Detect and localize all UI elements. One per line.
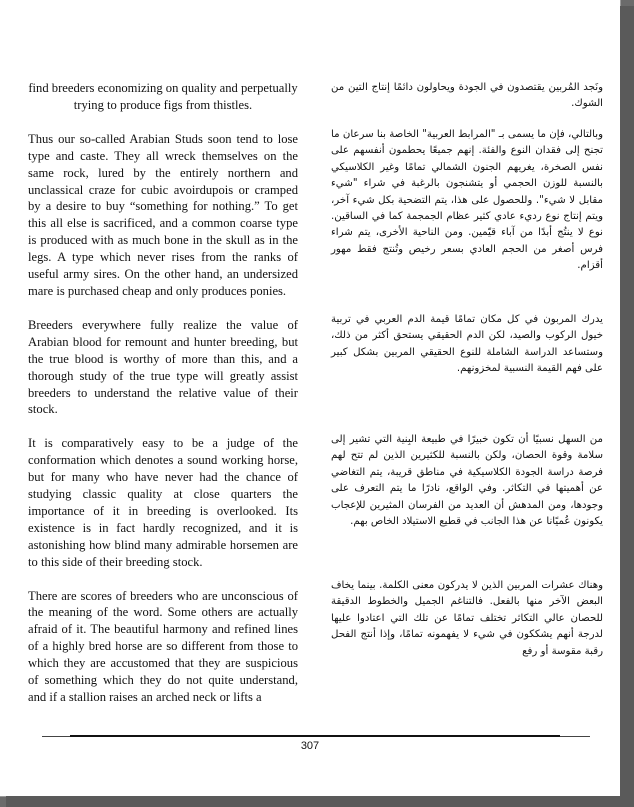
arabic-paragraph-4: من السهل نسبيًا أن تكون خبيرًا في طبيعة البِنية التي تشير إلى سلامة وقوة الحصان، ولكن بالنسبة للكثيرين الذين لم تتح لهم فرصة دراسة الجودة الكلاسيكية في مناطق قريبة، يتم التغاضي عن أهميتها في التكاثر. وفي الواقع، نادرًا ما يتم التعرف على وجودها، ومن المدهش أن العديد من الفرسان المثيرين للإعجاب يكونون عُميًانا عن هذا الجانب في قطيع الاستيلاد الخاص بهم. — [331, 434, 603, 528]
english-paragraph-5: There are scores of breeders who are unconscious of the meaning of the word. Some others are actually afraid of it. The beautiful harmony and refined lines of a highly bred horse are so different from those to which they are accustomed that they are suspicious of something which they do not quite understand, and if a stallion raises an arched neck or lifts a — [28, 588, 298, 704]
arabic-paragraph-2: وبالتالي، فإن ما يسمى بـ "المرابط العربية" الخاصة بنا سرعان ما تجنح إلى فقدان النوع والفئة. إنهم جميعًا يحطمون أنفسهم على نفس الصخرة، يغريهم الجنون الشمالي تمامًا وغير الكلاسيكي بالنسبة للوزن الحجمي أو يتشنجون بالرغبة في شراء "شيء مقابل لا شيء". وللحصول على هذا، يتم التضحية بكل شيء آخر، ويتم إنتاج نوع رديء عادي كثير عظام الجمجمة كما في الساقين. نوع لا ينتُج أبدًا من آباء قيّمين. ومن الناحية الأخرى، يتم شراء فرس أصغر من الحجم العادي بسعر رخيص وتُنتج فقط مهور أقزام. — [331, 129, 603, 272]
english-paragraph-1: find breeders economizing on quality and perpetually trying to produce figs from thistles. — [28, 81, 298, 112]
footer-rule — [70, 735, 560, 737]
footer-rule-tip-right — [560, 736, 590, 737]
arabic-paragraph-3: يدرك المربون في كل مكان تمامًا قيمة الدم العربي في تربية خيول الركوب والصيد، لكن الدم الحقيقي يستحق أكثر من ذلك، وستساعد الدراسة الشاملة للنوع الحقيقي المربين بشكل كبير على فهم القيمة النسبية لمخزونهم. — [331, 314, 603, 375]
page-shadow-right — [620, 6, 634, 807]
arabic-paragraph-5: وهناك عشرات المربين الذين لا يدركون معنى الكلمة. بينما يخاف البعض الآخر منها بالفعل. فالتناغم الجميل والخطوط الدقيقة للحصان عالي التكاثر تختلف تمامًا عن تلك التي اعتادوا عليها لدرجة أنهم يشككون في شيء لا يفهمونه تمامًا، وإذا أنتج الفحل رقبة مقوسة أو رفع — [331, 580, 603, 657]
page-number: 307 — [300, 740, 320, 752]
english-paragraph-2: Thus our so-called Arabian Studs soon tend to lose type and caste. They all wreck themselves on the same rock, lured by the entirely northern and unclassical craze for cubic avoirdupois or cramped by a desire to buy “something for nothing.” To get this all else is sacrificed, and a common coarse type is produced with as much bone in the skull as in the legs. A type which never rises from the ranks of useful army sires. On the other hand, an undersized mare is purchased cheap and only produces ponies. — [28, 131, 298, 298]
english-paragraph-4: It is comparatively easy to be a judge of the conformation which denotes a sound working horse, but for many who have never had the chance of studying classic quality at close quarters the importance of it in breeding is overlooked. Its existence is in fact hardly recognized, and it is astonishing how blind many admirable horsemen are to this side of their breeding stock. — [28, 436, 298, 569]
arabic-paragraph-1: ونَجد المُربين يقتصدون في الجودة ويحاولون دائمًا إنتاج التين من الشوك. — [331, 82, 603, 110]
english-paragraph-3: Breeders everywhere fully realize the value of Arabian blood for remount and hunter breeding, but the true blood is worthy of more than this, and a thorough study of the true type will greatly assist breeders to understand the relative value of their stock. — [28, 317, 298, 417]
page-shadow-bottom — [6, 796, 634, 807]
english-column — [28, 80, 298, 723]
footer-rule-tip-left — [42, 736, 72, 737]
